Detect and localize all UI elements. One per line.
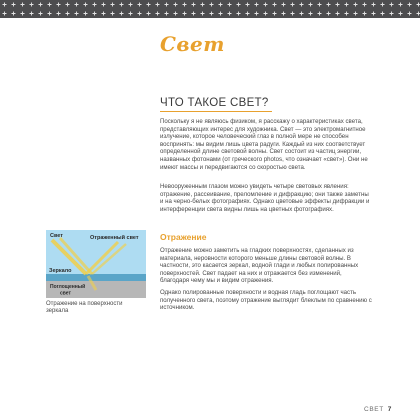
label-absorbed-line2: свет: [60, 290, 71, 297]
body-paragraph: Невооруженным глазом можно увидеть четыре световых явления: отражение, рассеивание, преломление и дифракцию; они также заметны и на черно-белых фотографиях. Однако цветовые эффекты дифракции и интерференции света видны лишь на цветных фотографиях.: [160, 183, 370, 213]
decorative-top-band: [0, 0, 420, 18]
label-mirror: Зеркало: [49, 268, 72, 274]
cross-pattern-icon: [0, 0, 420, 18]
label-reflected-light: Отраженный свет: [90, 235, 139, 241]
reflection-diagram: [46, 230, 146, 298]
figure-caption: Отражение на поверхности зеркала: [46, 301, 123, 315]
mirror-surface: [46, 274, 146, 281]
subsection-title: Отражение: [160, 232, 207, 242]
section-heading: ЧТО ТАКОЕ СВЕТ?: [160, 97, 269, 109]
subsection-paragraph: Отражение можно заметить на гладких поверхностях, сделанных из материала, неровности которого меньше длины световой волны. В частности, это касается зеркал, водной глади и любых полированных поверхностей. Свет падает на них и отражается без изменений, благодаря чему мы и видим отражения.: [160, 247, 359, 285]
chapter-title: Свет: [160, 32, 225, 56]
label-absorbed-line1: Поглощенный: [50, 284, 86, 290]
body-paragraph: Поскольку я не являюсь физиком, я расскажу о характеристиках света, представляющих интерес для художника. Свет — это электромагнитное излучение, которое человеческий глаз в полной мере не способен воспринять: мы видим лишь цвета радуги. Каждый из них соответствует определенной длине световой волны. Свет состоит из частиц энергии, названных фотонами (от греческого photos, что означает «свет»). Они не имеют массы и передвигаются со скоростью света.: [160, 118, 368, 171]
page-number: 7: [387, 406, 392, 413]
footer-label: СВЕТ: [364, 406, 384, 413]
label-light: Свет: [50, 233, 63, 239]
heading-underline: [160, 111, 272, 112]
subsection-paragraph: Однако полированные поверхности и водная гладь поглощают часть полученного света, поэтому отражение выглядит блеклым по сравнению с источником.: [160, 289, 372, 312]
page-footer: [364, 406, 392, 413]
